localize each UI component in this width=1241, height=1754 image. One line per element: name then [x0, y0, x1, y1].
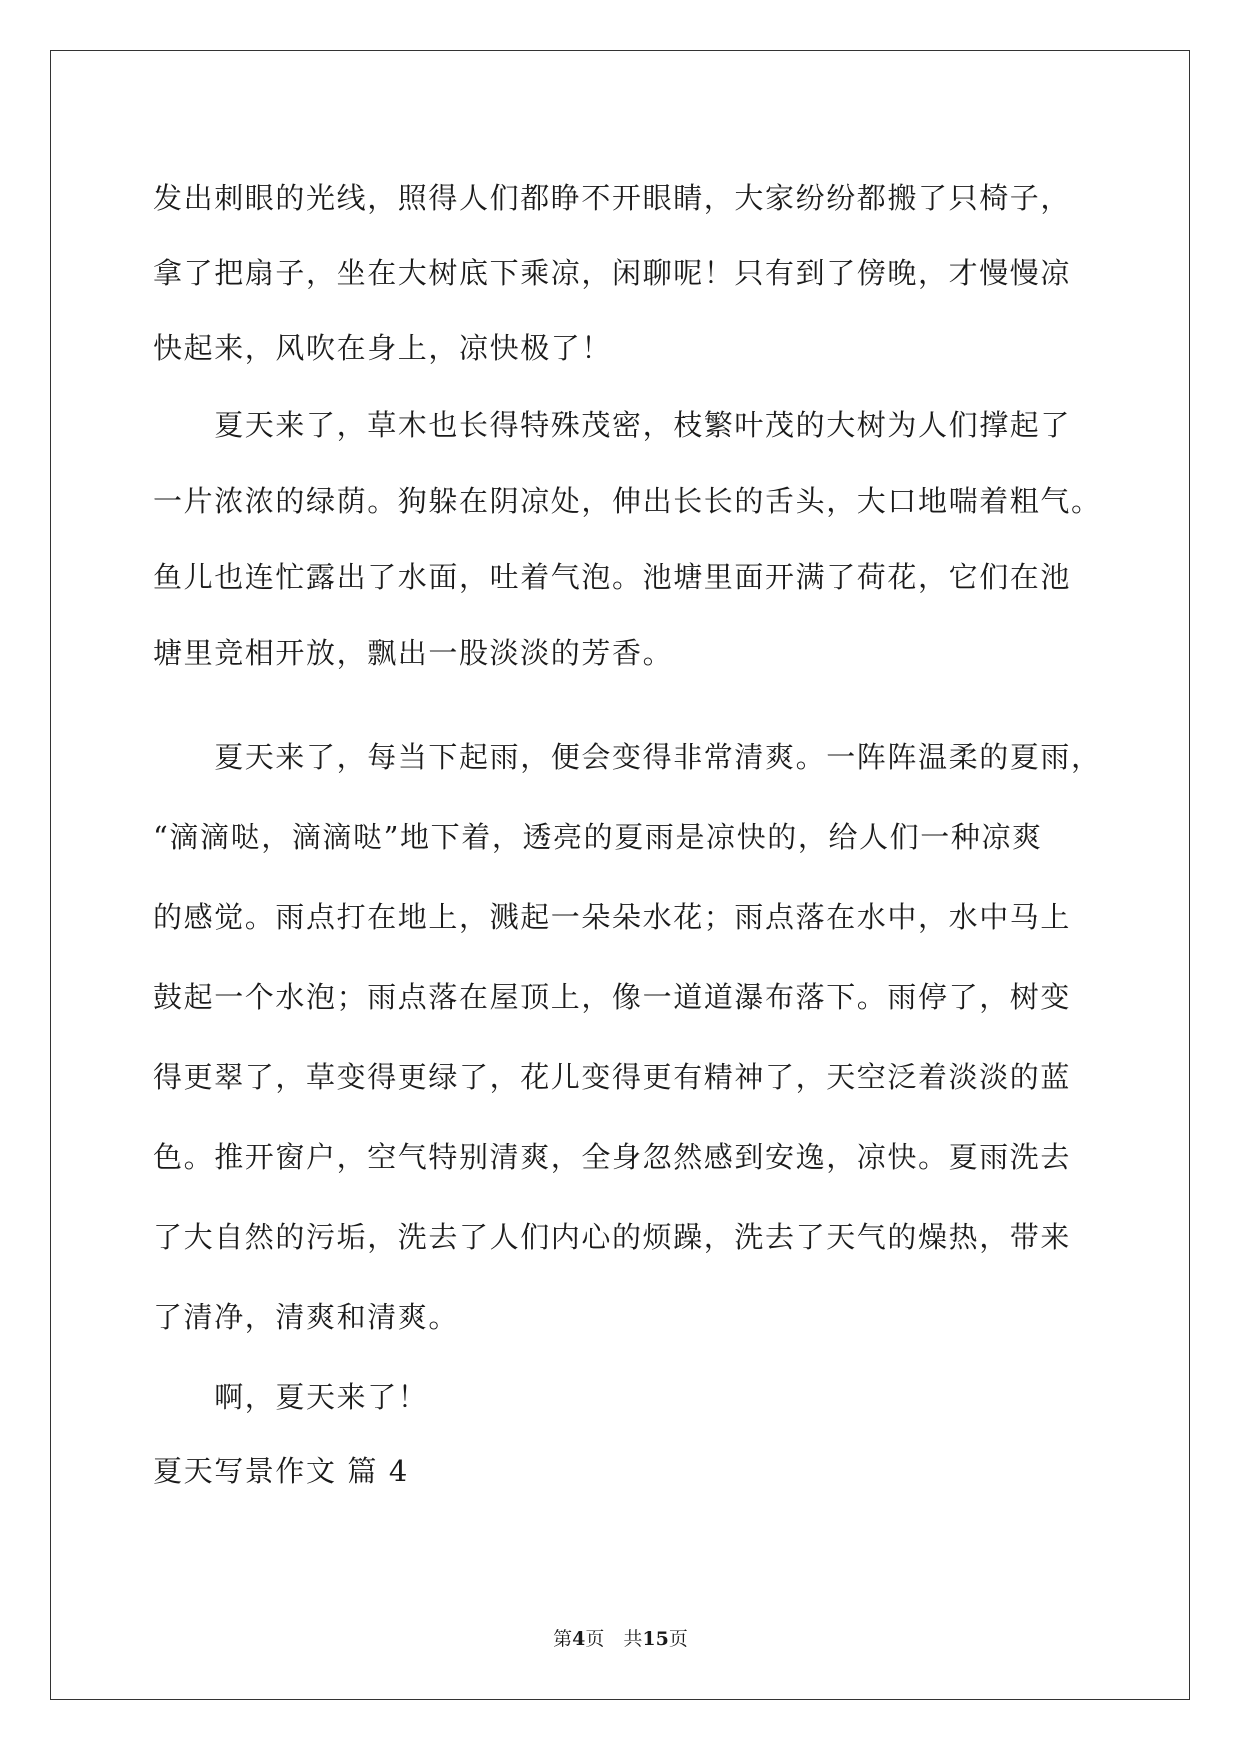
- text-line: 快起来，风吹在身上，凉快极了！: [153, 331, 613, 365]
- footer-mid: 页 共: [585, 1628, 643, 1650]
- text-line: 发出刺眼的光线，照得人们都睁不开眼睛，大家纷纷都搬了只椅子，: [153, 181, 1072, 215]
- text-line: 啊，夏天来了！: [153, 1380, 429, 1414]
- text-line: 了大自然的污垢，洗去了人们内心的烦躁，洗去了天气的燥热，带来: [153, 1220, 1072, 1254]
- text-line: 得更翠了，草变得更绿了，花儿变得更有精神了，天空泛着淡淡的蓝: [153, 1060, 1072, 1094]
- text-line: 夏天来了，每当下起雨，便会变得非常清爽。一阵阵温柔的夏雨，: [153, 740, 1102, 774]
- text-line: 鱼儿也连忙露出了水面，吐着气泡。池塘里面开满了荷花，它们在池: [153, 560, 1072, 594]
- footer-prefix: 第: [553, 1628, 573, 1650]
- text-line: 了清净，清爽和清爽。: [153, 1300, 460, 1334]
- page-footer: [0, 1627, 1241, 1651]
- text-line: 的感觉。雨点打在地上，溅起一朵朵水花；雨点落在水中，水中马上: [153, 900, 1072, 934]
- text-line: 色。推开窗户，空气特别清爽，全身忽然感到安逸，凉快。夏雨洗去: [153, 1140, 1072, 1174]
- footer-suffix: 页: [668, 1628, 688, 1650]
- text-line: 鼓起一个水泡；雨点落在屋顶上，像一道道瀑布落下。雨停了，树变: [153, 980, 1072, 1014]
- footer-total-pages: 15: [642, 1628, 669, 1650]
- text-line: 夏天来了，草木也长得特殊茂密，枝繁叶茂的大树为人们撑起了: [153, 408, 1072, 442]
- section-heading: 夏天写景作文 篇 4: [153, 1454, 409, 1488]
- text-line: 一片浓浓的绿荫。狗躲在阴凉处，伸出长长的舌头，大口地喘着粗气。: [153, 484, 1102, 518]
- footer-page-number: 4: [572, 1628, 586, 1650]
- text-line: 拿了把扇子，坐在大树底下乘凉，闲聊呢！只有到了傍晚，才慢慢凉: [153, 256, 1072, 290]
- text-line: “滴滴哒，滴滴哒”地下着，透亮的夏雨是凉快的，给人们一种凉爽: [153, 820, 1043, 854]
- text-line: 塘里竞相开放，飘出一股淡淡的芳香。: [153, 636, 674, 670]
